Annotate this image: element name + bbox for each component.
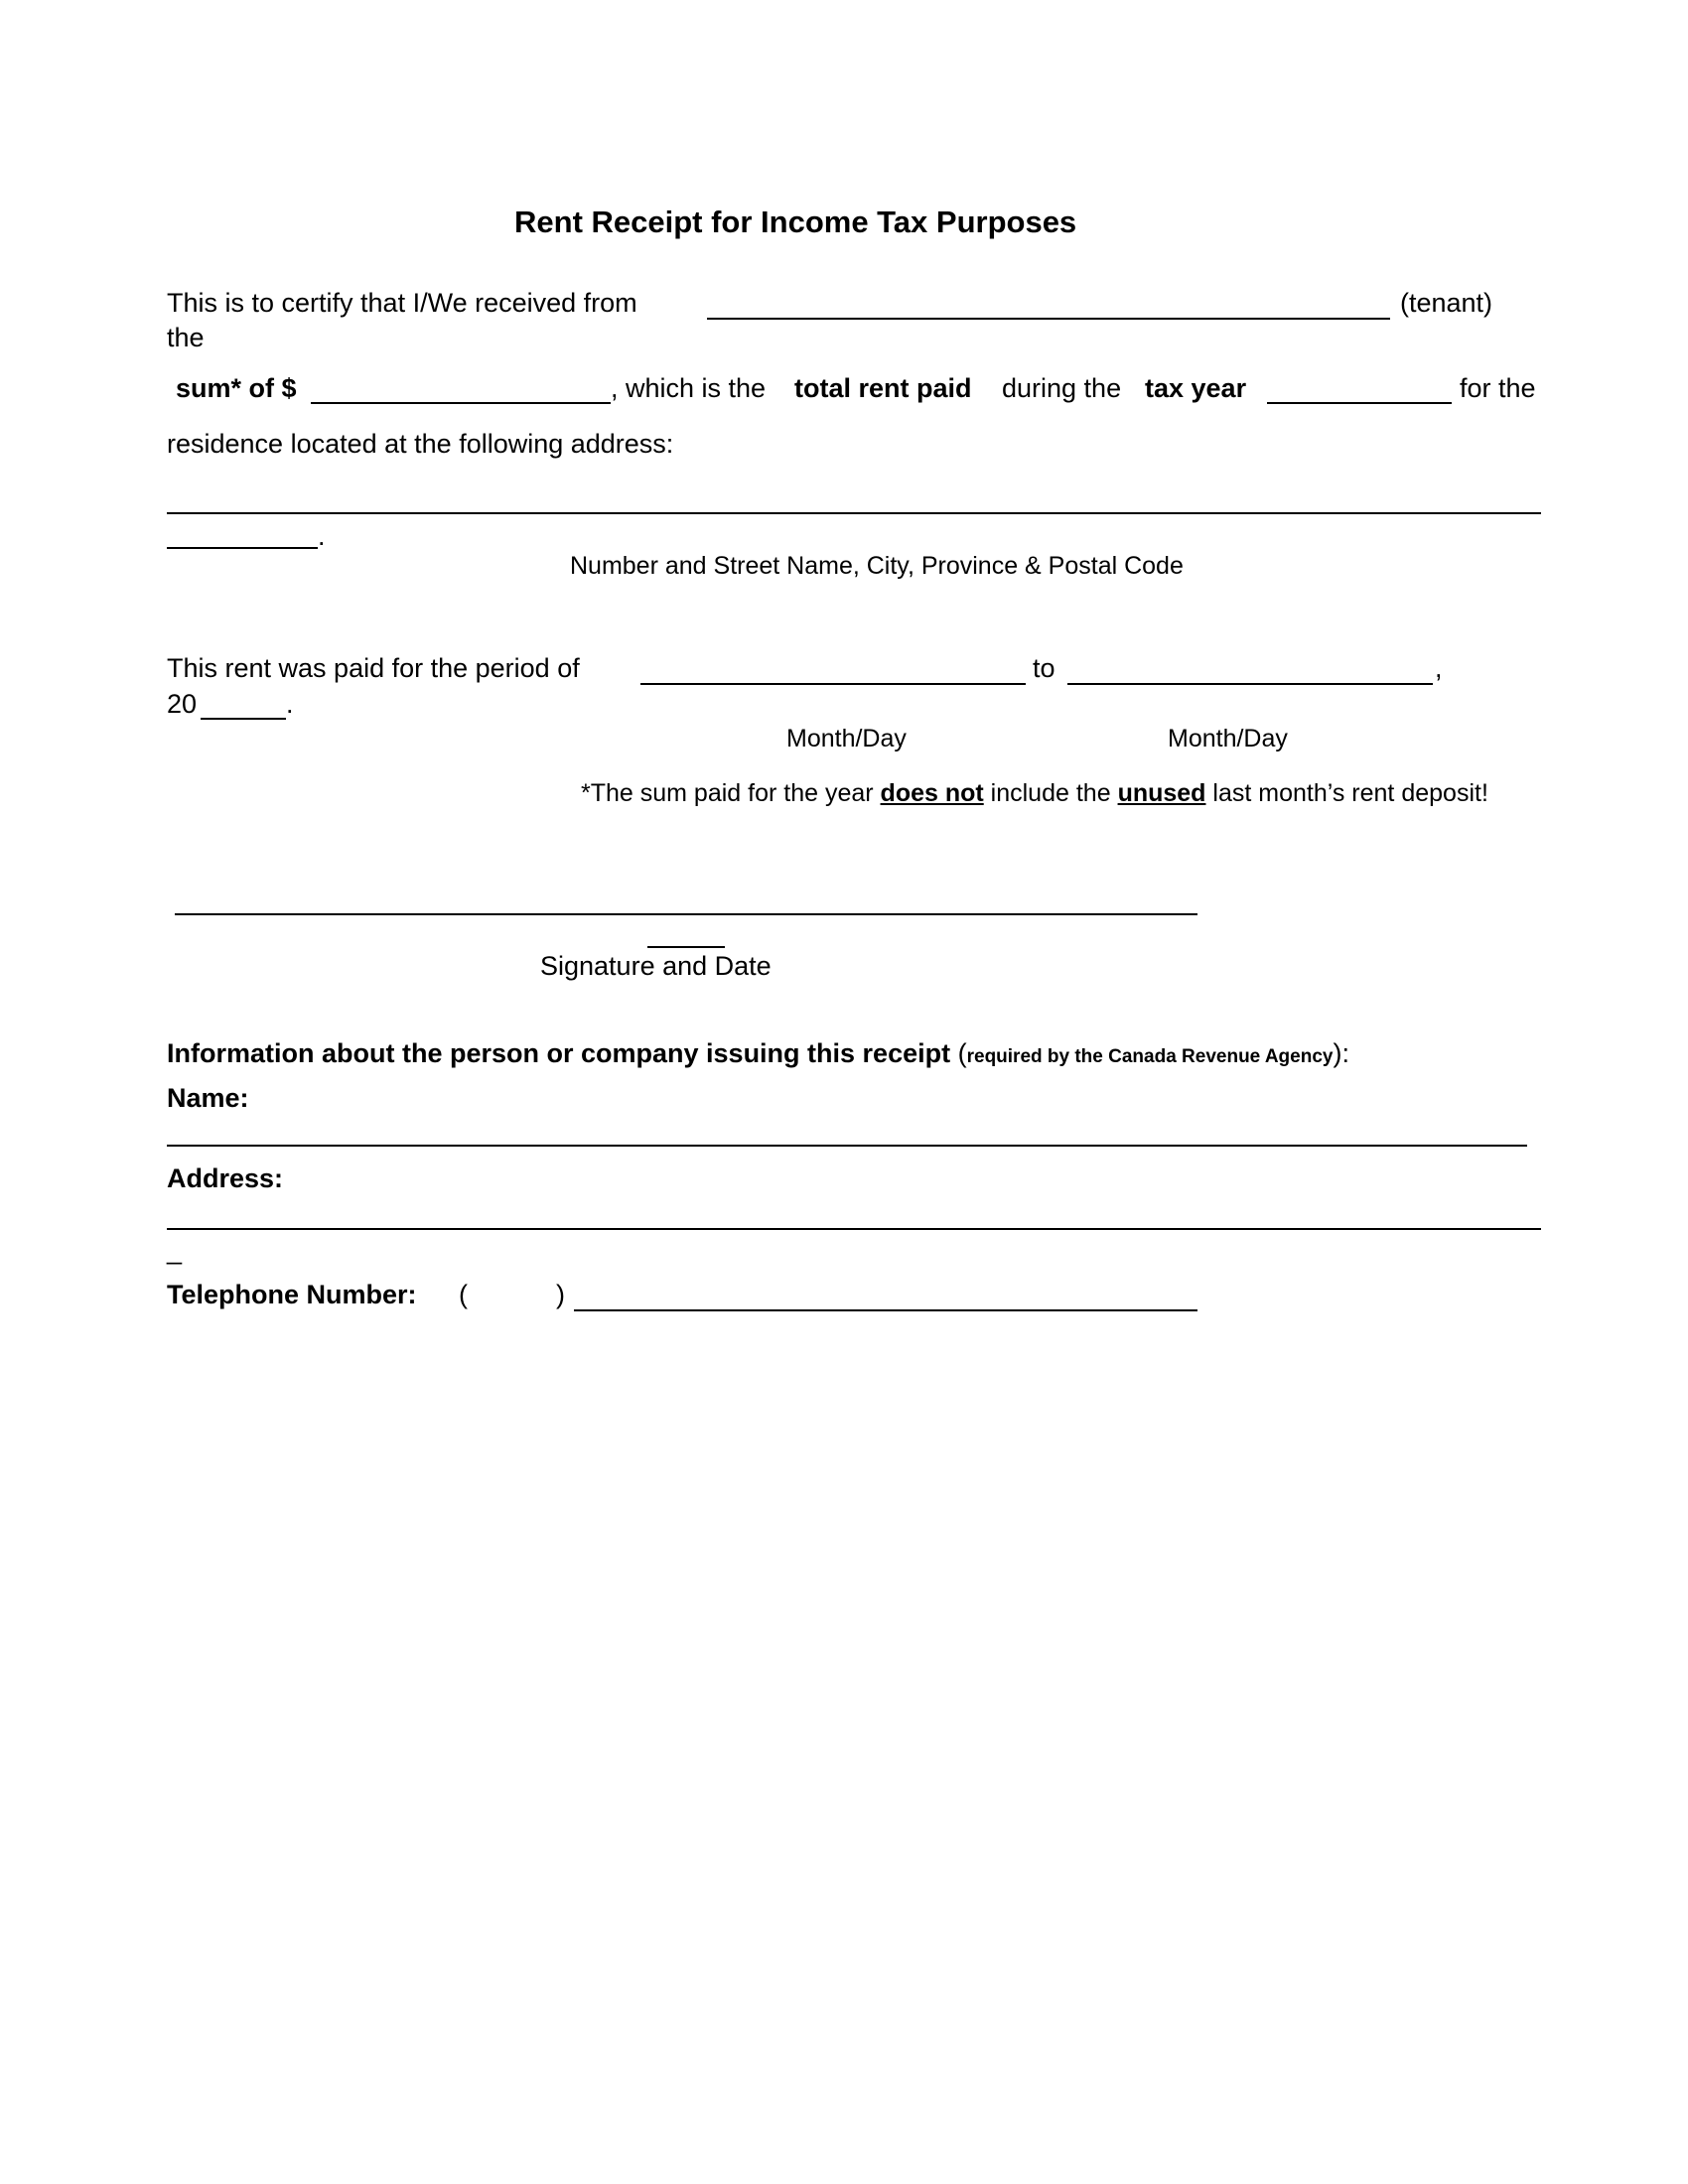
signature-caption: Signature and Date — [540, 951, 772, 981]
issuer-heading-line — [167, 1040, 1349, 1067]
note-unused: unused — [1117, 779, 1206, 807]
period-comma: , — [1435, 653, 1443, 683]
sum-label: sum* of $ — [176, 373, 297, 403]
sum-amount-field[interactable] — [311, 402, 611, 404]
period-to-text: to — [1033, 653, 1055, 683]
certify-text: This is to certify that I/We received from — [167, 288, 637, 318]
deposit-note — [581, 781, 1488, 806]
residence-text: residence located at the following address: — [167, 429, 674, 459]
issuer-paren-close: ): — [1333, 1038, 1349, 1068]
signature-field-line-1[interactable] — [175, 913, 1197, 915]
note-part-1: *The sum paid for the year — [581, 779, 874, 807]
issuer-address-field[interactable] — [167, 1228, 1541, 1230]
name-label: Name: — [167, 1083, 249, 1113]
total-rent-paid-text: total rent paid — [794, 373, 972, 403]
issuer-paren-open: ( — [957, 1038, 967, 1068]
address-field-line-2[interactable] — [167, 547, 318, 549]
tax-year-label: tax year — [1145, 373, 1247, 403]
period-to-caption: Month/Day — [1168, 725, 1288, 752]
address-caption: Number and Street Name, City, Province & Postal Code — [570, 552, 1184, 580]
tenant-label: (tenant) — [1400, 288, 1493, 318]
tenant-name-field[interactable] — [707, 318, 1390, 320]
area-code-open: ( — [459, 1280, 468, 1309]
period-text: This rent was paid for the period of — [167, 653, 580, 683]
note-part-3: last month’s rent deposit! — [1212, 779, 1488, 807]
for-the-text: for the — [1460, 373, 1536, 403]
during-the-text: during the — [1002, 373, 1122, 403]
address-label: Address: — [167, 1163, 284, 1193]
year-prefix: 20 — [167, 689, 198, 719]
note-part-2: include the — [990, 779, 1111, 807]
area-code-close: ) — [556, 1280, 565, 1309]
address-end-period: . — [318, 521, 326, 551]
tax-year-field[interactable] — [1267, 402, 1452, 404]
signature-field-line-2[interactable] — [647, 946, 725, 948]
period-to-field[interactable] — [1067, 683, 1433, 685]
period-from-caption: Month/Day — [786, 725, 907, 752]
name-field[interactable] — [167, 1145, 1527, 1147]
address-field-line-1[interactable] — [167, 512, 1541, 514]
certify-wrap-text: the — [167, 323, 205, 352]
note-does-not: does not — [880, 779, 984, 807]
telephone-label: Telephone Number: — [167, 1280, 417, 1309]
which-is-text: , which is the — [611, 373, 767, 403]
page-title: Rent Receipt for Income Tax Purposes — [514, 205, 1077, 239]
issuer-heading: Information about the person or company issuing this receipt — [167, 1038, 951, 1068]
year-end-period: . — [286, 689, 294, 719]
period-from-field[interactable] — [640, 683, 1026, 685]
year-field[interactable] — [201, 718, 286, 720]
cra-note: required by the Canada Revenue Agency — [966, 1046, 1334, 1067]
telephone-field[interactable] — [574, 1309, 1197, 1311]
issuer-address-wrap: _ — [167, 1235, 183, 1265]
